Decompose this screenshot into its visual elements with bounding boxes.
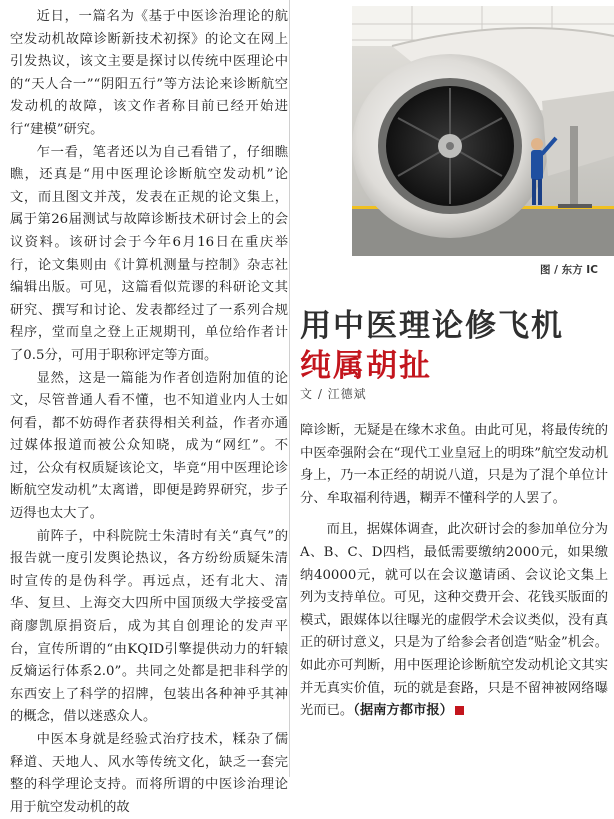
photo-credit: 图 / 东方 IC (540, 264, 598, 276)
paragraph-2: 乍一看，笔者还以为自己看错了，仔细瞧瞧，还真是“用中医理论诊断航空发动机”论文，而且图文并茂，发表在正规的论文集上，属于第26届测试与故障诊断技术研讨会上的会议资料。该研讨会于今年6月16日在重庆举行，论文集则由《计算机测量与控制》杂志社编辑出版。可见，这篇看似荒谬的科研论文其研究、撰写和讨论、发表都经过了一系列合规程序，堂而皇之登上正规期刊，单位给作者计了0.5分，可用于职称评定等方面。 (10, 144, 288, 363)
paragraph-1: 近日，一篇名为《基于中医诊治理论的航空发动机故障诊断新技术初探》的论文在网上引发热议，该文主要是探讨以传统中医理论中的“天人合一”“阴阳五行”等方法论来诊断航空发动机的故障，该文作者称目前已经开始进行“建模”研究。 (10, 9, 288, 137)
aircraft-engine-photo (352, 6, 614, 256)
paragraph-3: 显然，这是一篇能为作者创造附加值的论文，尽管普通人看不懂，也不知道业内人士如何看，都不妨碍作者获得相关利益，作者亦通过媒体报道而被公众知晓，成为“网红”。不过，公众有权质疑该论文，毕竟“用中医理论诊断航空发动机”太离谱，即便是跨界研究，步子迈得也太大了。 (10, 370, 288, 522)
engine-illustration (352, 6, 614, 256)
source-credit: （据南方都市报） (353, 703, 453, 719)
paragraph-5: 中医本身就是经验式治疗技术，糅杂了儒释道、天地人、风水等传统文化，缺乏一套完整的科学理论支持。而将所谓的中医诊治理论用于航空发动机的故 (10, 732, 288, 815)
paragraph-4: 前阵子，中科院院士朱清时有关“真气”的报告就一度引发舆论热议，各方纷纷质疑朱清时宣传的是伪科学。再远点，还有北大、清华、复旦、上海交大四所中国顶级大学接受富商廖凯原捐资后，成为其自创理论的发声平台，宣传所谓的“由KQID引擎提供动力的轩辕反熵运行体系2.0”。共同之处都是把非科学的东西安上了科学的招牌，包装出各种神乎其神的概念，借以迷惑众人。 (10, 528, 288, 725)
left-article-column (10, 6, 288, 819)
byline: 文 / 江德斌 (300, 387, 367, 401)
final-paragraph-text: 而且，据媒体调查，此次研讨会的参加单位分为A、B、C、D四档，最低需要缴纳2000元，如果缴纳40000元，就可以在会议邀请函、会议论文集上列为支持单位。可见，这种交费开会、花钱买版面的模式，跟媒体以往曝光的虚假学术会议类似，没有真正的研讨意义，只是为了给参会者创造“贴金”机会。如此亦可判断，用中医理论诊断航空发动机论文其实并无真实价值，玩的就是套路，只是不留神被网络曝光而已。 (300, 522, 608, 719)
paragraph-continuation: 障诊断，无疑是在缘木求鱼。由此可见，将最传统的中医牵强附会在“现代工业皇冠上的明珠”航空发动机身上，乃一本正经的胡说八道，只是为了混个单位计分、牟取福利待遇，糊弄不懂科学的人罢了。 (300, 423, 608, 506)
final-paragraph (300, 519, 608, 722)
end-mark-icon (455, 706, 464, 715)
headline-line-2: 纯属胡扯 (300, 348, 432, 384)
right-article-column (300, 420, 608, 723)
column-divider (289, 0, 290, 777)
headline-line-1: 用中医理论修飞机 (300, 308, 564, 344)
